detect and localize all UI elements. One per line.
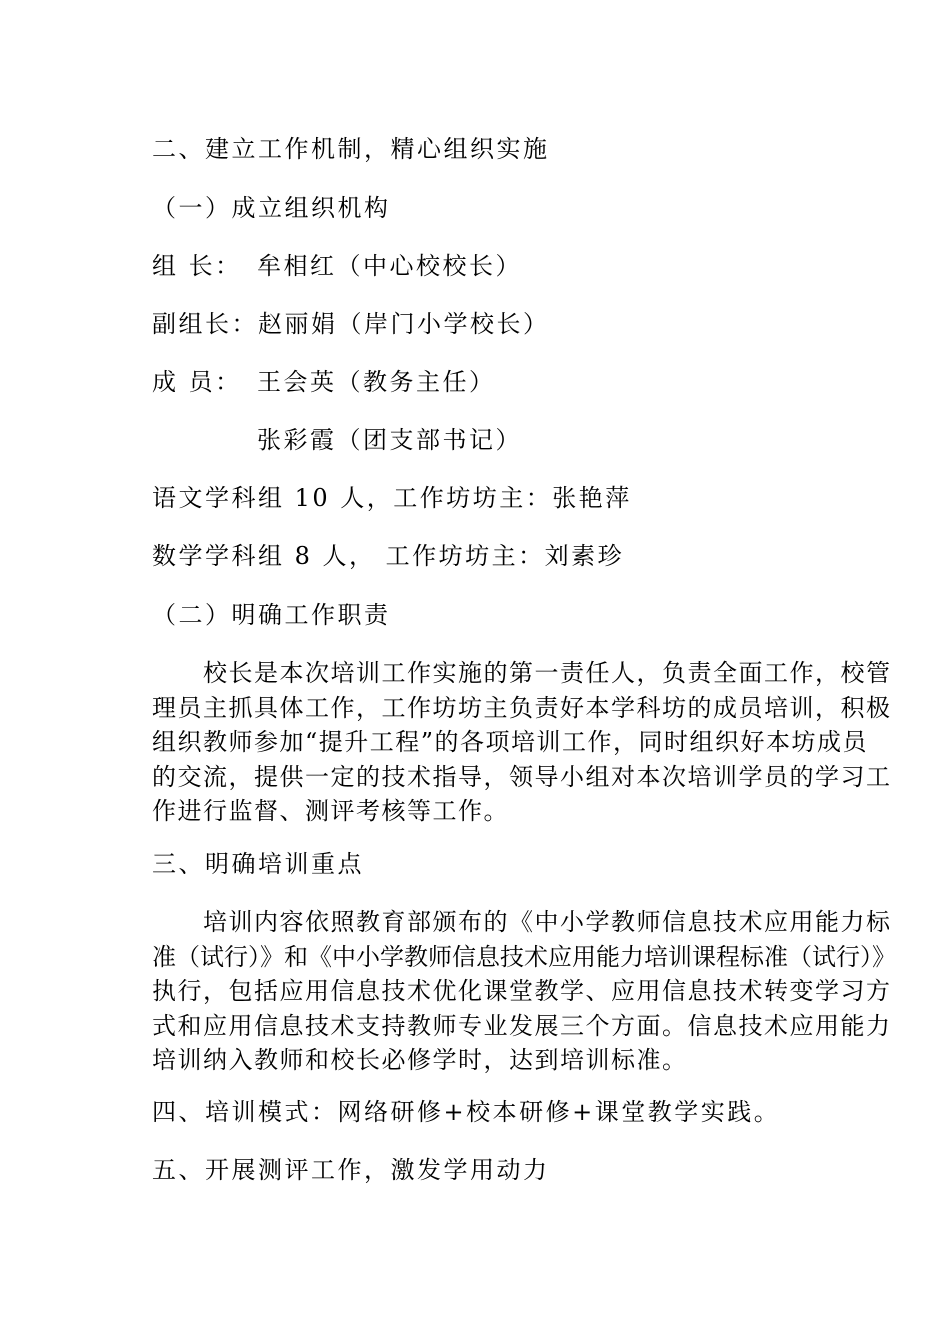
content-paragraph	[152, 905, 896, 1078]
subsection-heading-1: （一）成立组织机构	[152, 194, 391, 222]
duty-line: 校长是本次培训工作实施的第一责任人，负责全面工作，校管	[152, 659, 892, 687]
leader-row	[152, 251, 522, 281]
member-label: 成 员：	[152, 368, 242, 396]
content-line: 执行，包括应用信息技术优化课堂教学、应用信息技术转变学习方	[152, 977, 892, 1005]
duty-line: 的交流，提供一定的技术指导，领导小组对本次培训学员的学习工	[152, 762, 892, 791]
subsection-heading-2: （二）明确工作职责	[152, 601, 391, 629]
section-heading-2: 二、建立工作机制，精心组织实施	[152, 135, 550, 163]
chinese-group-line: 语文学科组 10 人，工作坊坊主：张艳萍	[152, 484, 632, 512]
member-value-2: 张彩霞（团支部书记）	[257, 426, 522, 454]
math-group-line: 数学学科组 8 人， 工作坊坊主：刘素珍	[152, 542, 625, 570]
deputy-label: 副组长：	[152, 310, 258, 338]
deputy-row	[152, 309, 550, 339]
duty-paragraph	[152, 656, 892, 829]
content-line: 培训纳入教师和校长必修学时，达到培训标准。	[152, 1046, 688, 1074]
duty-line: 组织教师参加“提升工程”的各项培训工作，同时组织好本坊成员	[152, 728, 869, 756]
content-line: 培训内容依照教育部颁布的《中小学教师信息技术应用能力标	[152, 908, 892, 936]
duty-line: 作进行监督、测评考核等工作。	[152, 797, 509, 825]
section-heading-3: 三、明确培训重点	[152, 850, 364, 878]
member-row	[152, 367, 496, 397]
leader-label: 组 长：	[152, 252, 242, 280]
section-heading-4: 四、培训模式：网络研修+校本研修+课堂教学实践。	[152, 1098, 781, 1126]
duty-line: 理员主抓具体工作，工作坊坊主负责好本学科坊的成员培训，积极	[152, 693, 892, 722]
leader-value: 牟相红（中心校校长）	[257, 252, 522, 280]
content-line: 式和应用信息技术支持教师专业发展三个方面。信息技术应用能力	[152, 1011, 892, 1040]
content-line: 准（试行）》和《中小学教师信息技术应用能力培训课程标准（试行）》	[152, 942, 896, 971]
section-heading-5: 五、开展测评工作，激发学用动力	[152, 1156, 550, 1184]
deputy-value: 赵丽娟（岸门小学校长）	[258, 310, 550, 338]
member-value-1: 王会英（教务主任）	[257, 368, 496, 396]
